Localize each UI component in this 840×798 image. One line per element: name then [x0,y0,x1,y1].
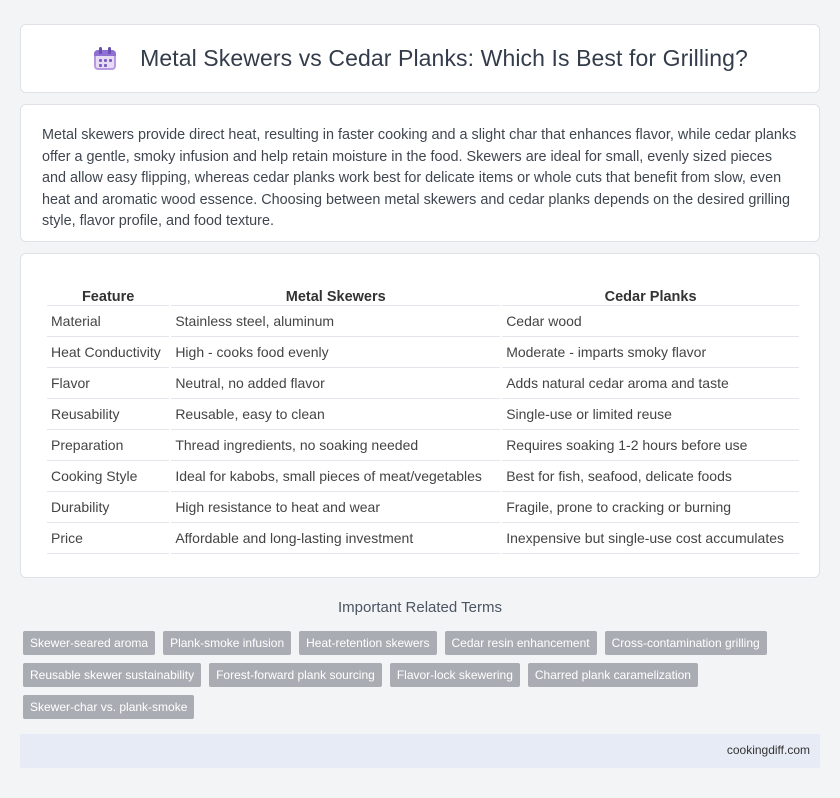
metal-skewers-cell: Ideal for kabobs, small pieces of meat/vegetables [171,461,500,492]
cedar-planks-cell: Cedar wood [502,306,799,337]
header-metal-skewers: Metal Skewers [171,284,500,306]
cedar-planks-cell: Fragile, prone to cracking or burning [502,492,799,523]
related-terms-title: Important Related Terms [338,599,502,616]
metal-skewers-cell: Stainless steel, aluminum [171,306,500,337]
header-feature: Feature [47,284,169,306]
intro-card [20,104,820,242]
table-row [47,492,799,523]
related-term-tag[interactable]: Forest-forward plank sourcing [209,663,382,687]
feature-cell: Reusability [47,399,169,430]
metal-skewers-cell: High resistance to heat and wear [171,492,500,523]
metal-skewers-cell: Reusable, easy to clean [171,399,500,430]
related-term-tag[interactable]: Skewer-char vs. plank-smoke [23,695,194,719]
related-term-tag[interactable]: Cedar resin enhancement [445,631,597,655]
feature-cell: Durability [47,492,169,523]
metal-skewers-cell: Affordable and long-lasting investment [171,523,500,554]
feature-cell: Price [47,523,169,554]
cedar-planks-cell: Adds natural cedar aroma and taste [502,368,799,399]
feature-cell: Material [47,306,169,337]
feature-cell: Heat Conductivity [47,337,169,368]
intro-text: Metal skewers provide direct heat, resulting in faster cooking and a slight char that enhances flavor, while cedar planks offer a gentle, smoky infusion and help retain moisture in the food. Skewers are ideal for small, evenly sized pieces and allow easy flipping, whereas cedar planks work best for delicate items or whole cuts that benefit from slow, even heat and aromatic wood essence. Choosing between metal skewers and cedar planks depends on the desired grilling style, flavor profile, and food texture. [42,127,797,230]
related-term-tag[interactable]: Plank-smoke infusion [163,631,291,655]
calendar-icon [92,46,118,72]
table-row [47,523,799,554]
metal-skewers-cell: Thread ingredients, no soaking needed [171,430,500,461]
table-row [47,337,799,368]
metal-skewers-cell: Neutral, no added flavor [171,368,500,399]
cedar-planks-cell: Requires soaking 1-2 hours before use [502,430,799,461]
related-term-tag[interactable]: Cross-contamination grilling [605,631,767,655]
feature-cell: Cooking Style [47,461,169,492]
footer [20,734,820,768]
table-row [47,306,799,337]
feature-cell: Preparation [47,430,169,461]
cedar-planks-cell: Best for fish, seafood, delicate foods [502,461,799,492]
related-term-tag[interactable]: Skewer-seared aroma [23,631,155,655]
header-card [20,24,820,93]
table-header-row [47,284,799,306]
footer-site[interactable]: cookingdiff.com [726,743,810,757]
related-term-tag[interactable]: Flavor-lock skewering [390,663,520,687]
page-title: Metal Skewers vs Cedar Planks: Which Is Best for Grilling? [140,45,748,71]
related-term-tag[interactable]: Heat-retention skewers [299,631,436,655]
feature-cell: Flavor [47,368,169,399]
metal-skewers-cell: High - cooks food evenly [171,337,500,368]
table-row [47,461,799,492]
table-row [47,368,799,399]
comparison-table [45,284,801,554]
cedar-planks-cell: Inexpensive but single-use cost accumulates [502,523,799,554]
related-terms-list [23,631,823,727]
related-term-tag[interactable]: Charred plank caramelization [528,663,698,687]
header-cedar-planks: Cedar Planks [502,284,799,306]
related-term-tag[interactable]: Reusable skewer sustainability [23,663,201,687]
table-row [47,430,799,461]
cedar-planks-cell: Single-use or limited reuse [502,399,799,430]
table-row [47,399,799,430]
comparison-table-card [20,253,820,578]
cedar-planks-cell: Moderate - imparts smoky flavor [502,337,799,368]
